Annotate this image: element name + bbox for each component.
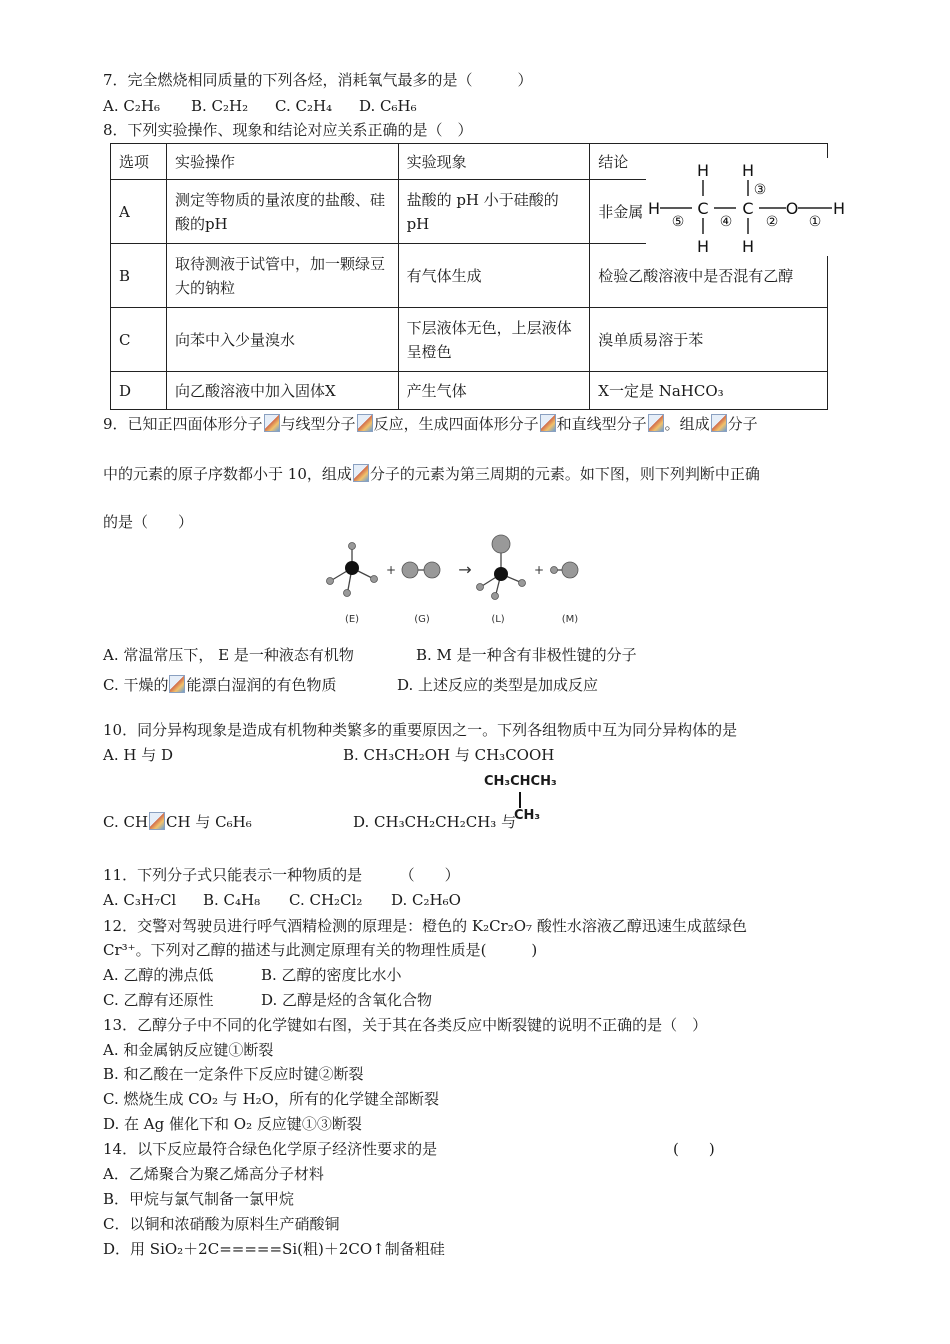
q8-row-c — [111, 308, 828, 372]
q7-option-a: A. C₂H₆ — [103, 97, 160, 115]
q8-row-d — [111, 372, 828, 410]
q8-cell: 向乙酸溶液中加入固体X — [166, 372, 398, 410]
q9-option-d: D. 上述反应的类型是加成反应 — [397, 676, 599, 694]
q13-option-c: C. 燃烧生成 CO₂ 与 H₂O，所有的化学键全部断裂 — [103, 1090, 439, 1108]
q7-options — [103, 96, 417, 116]
q9-option-b: B. M 是一种含有非极性键的分子 — [416, 646, 637, 664]
q14-option-a: A．乙烯聚合为聚乙烯高分子材料 — [103, 1165, 324, 1183]
q8-cell: 有气体生成 — [398, 244, 590, 308]
q12-option-b: B. 乙醇的密度比水小 — [261, 966, 402, 984]
q8-header-conclusion: 结论 — [590, 144, 828, 180]
q9-line-3: 的是（ ） — [103, 513, 194, 531]
q10-option-d: D. CH₃CH₂CH₂CH₃ 与 — [353, 813, 517, 831]
molecule-image-placeholder — [353, 464, 369, 482]
q10-text: CH 与 C₆H₆ — [166, 813, 252, 831]
q9-options-cd — [103, 675, 598, 695]
q8-header-option: 选项 — [111, 144, 167, 180]
molecule-image-placeholder — [357, 414, 373, 432]
q9-text: 9．已知正四面体形分子 — [103, 415, 263, 433]
ethanol-atom: H — [741, 161, 755, 180]
hydrogen-atom — [492, 593, 499, 600]
hydrogen-atom — [349, 543, 356, 550]
q10-text: C. CH — [103, 813, 149, 831]
plus-sign: + — [533, 563, 545, 577]
q12-option-a: A. 乙醇的沸点低 — [103, 966, 214, 984]
q8-stem: 8．下列实验操作、现象和结论对应关系正确的是（ ） — [103, 121, 473, 139]
q8-cell: 检验乙酸溶液中是否混有乙醇 — [590, 244, 828, 308]
q9-options-ab — [103, 645, 637, 665]
carbon-atom — [345, 561, 359, 575]
molecule-image-placeholder — [711, 414, 727, 432]
q9-line-1 — [103, 414, 758, 434]
q14-option-d: D．用 SiO₂＋2C=====Si(粗)＋2CO↑制备粗硅 — [103, 1240, 445, 1258]
hydrogen-atom — [344, 590, 351, 597]
plus-sign: + — [385, 563, 397, 577]
figure-label-e: (E) — [344, 614, 360, 625]
q8-cell: C — [111, 308, 167, 372]
ethanol-atom: H — [696, 161, 710, 180]
q7-option-d: D. C₆H₆ — [359, 97, 417, 115]
q9-text: 能漂白湿润的有色物质 — [186, 676, 337, 694]
q8-cell: 测定等物质的量浓度的盐酸、硅酸的pH — [166, 180, 398, 244]
q13-stem: 13．乙醇分子中不同的化学键如右图，关于其在各类反应中断裂键的说明不正确的是（ ） — [103, 1016, 708, 1034]
q9-text: 分子的元素为第三周期的元素。如下图，则下列判断中正确 — [369, 465, 760, 483]
q9-option-c — [103, 675, 397, 695]
structure-main-chain: CH₃CHCH₃ — [484, 774, 557, 789]
hydrogen-atom — [519, 580, 526, 587]
q11-options — [103, 890, 461, 910]
ethanol-bond-structure-figure — [646, 158, 848, 256]
q8-cell: 产生气体 — [398, 372, 590, 410]
q11-option-b: B. C₄H₈ — [203, 891, 261, 909]
bond-label: ② — [765, 214, 779, 230]
q8-cell: 取待测液于试管中，加一颗绿豆大的钠粒 — [166, 244, 398, 308]
ethanol-atom: H — [741, 237, 755, 256]
q12-line-2: Cr³⁺。下列对乙醇的描述与此测定原理有关的物理性质是( ) — [103, 941, 538, 959]
ethanol-atom: C — [742, 199, 754, 218]
q11-option-a: A. C₃H₇Cl — [103, 891, 177, 909]
q10-stem: 10．同分异构现象是造成有机物种类繁多的重要原因之一。下列各组物质中互为同分异构体的是 — [103, 721, 738, 739]
q13-option-a: A. 和金属钠反应键①断裂 — [103, 1041, 274, 1059]
q13-option-b: B. 和乙酸在一定条件下反应时键②断裂 — [103, 1065, 364, 1083]
q10-options-ab — [103, 745, 554, 765]
molecule-image-placeholder — [540, 414, 556, 432]
q11-stem: 11．下列分子式只能表示一种物质的是 （ ） — [103, 866, 460, 884]
q10-option-a: A. H 与 D — [103, 746, 174, 764]
q9-text: 与线型分子 — [280, 415, 356, 433]
q8-cell: 非金属 — [590, 180, 828, 244]
q8-cell: B — [111, 244, 167, 308]
molecule-image-placeholder — [149, 812, 165, 830]
hydrogen-atom — [551, 567, 558, 574]
q12-line-1: 12．交警对驾驶员进行呼气酒精检测的原理是：橙色的 K₂Cr₂O₇ 酸性水溶液乙醇迅速生成蓝绿色 — [103, 917, 747, 935]
molecule-image-placeholder — [264, 414, 280, 432]
q9-text: 分子 — [727, 415, 758, 433]
q9-text: 。组成 — [664, 415, 710, 433]
ethanol-atom: H — [647, 199, 661, 218]
chlorine-atom — [492, 535, 510, 553]
q12-options-ab — [103, 965, 402, 985]
q8-cell: D — [111, 372, 167, 410]
q12-option-c: C. 乙醇有还原性 — [103, 991, 214, 1009]
q8-cell: 溴单质易溶于苯 — [590, 308, 828, 372]
molecule-image-placeholder — [648, 414, 664, 432]
q14-answer-paren: ( ) — [673, 1140, 715, 1158]
q10-option-b: B. CH₃CH₂OH 与 CH₃COOH — [343, 746, 555, 764]
bond-label: ① — [808, 214, 822, 230]
q13-option-d: D. 在 Ag 催化下和 O₂ 反应键①③断裂 — [103, 1115, 362, 1133]
bond-label: ③ — [753, 182, 767, 198]
q9-text: C. 干燥的 — [103, 676, 169, 694]
q8-header-operation: 实验操作 — [166, 144, 398, 180]
q9-text: 反应，生成四面体形分子 — [373, 415, 539, 433]
bond-label: ⑤ — [671, 214, 685, 230]
q9-line-2 — [103, 464, 760, 484]
figure-label-g: (G) — [414, 614, 430, 625]
ethanol-atom: C — [697, 199, 709, 218]
hydrogen-atom — [371, 576, 378, 583]
figure-label-l: (L) — [491, 614, 505, 625]
q10-options-cd — [103, 812, 516, 832]
q9-text: 和直线型分子 — [556, 415, 647, 433]
q9-text: 中的元素的原子序数都小于 10，组成 — [103, 465, 352, 483]
chlorine-atom — [424, 562, 440, 578]
q12-options-cd — [103, 990, 432, 1010]
reaction-molecule-figure — [318, 528, 588, 628]
q10-option-c — [103, 812, 353, 832]
figure-label-m: (M) — [561, 614, 579, 625]
molecule-image-placeholder — [169, 675, 185, 693]
ethanol-atom: O — [785, 199, 799, 218]
q8-cell: 下层液体无色，上层液体呈橙色 — [398, 308, 590, 372]
q14-stem — [103, 1139, 715, 1159]
structure-bond — [519, 792, 521, 808]
structure-branch: CH₃ — [514, 808, 541, 823]
hydrogen-atom — [327, 578, 334, 585]
chlorine-atom — [562, 562, 578, 578]
q12-option-d: D. 乙醇是烃的含氧化合物 — [261, 991, 433, 1009]
q14-option-c: C．以铜和浓硝酸为原料生产硝酸铜 — [103, 1215, 340, 1233]
q8-cell: X一定是 NaHCO₃ — [590, 372, 828, 410]
q14-option-b: B．甲烷与氯气制备一氯甲烷 — [103, 1190, 295, 1208]
q14-stem-text: 14．以下反应最符合绿色化学原子经济性要求的是 — [103, 1140, 438, 1158]
ethanol-atom: H — [696, 237, 710, 256]
hydrogen-atom — [477, 584, 484, 591]
ethanol-atom: H — [832, 199, 846, 218]
bond-label: ④ — [719, 214, 733, 230]
carbon-atom — [494, 567, 508, 581]
chlorine-atom — [402, 562, 418, 578]
q8-header-phenomenon: 实验现象 — [398, 144, 590, 180]
reaction-arrow: → — [458, 560, 472, 579]
q9-option-a: A. 常温常压下， E 是一种液态有机物 — [103, 646, 354, 664]
q7-option-c: C. C₂H₄ — [275, 97, 333, 115]
q8-cell: A — [111, 180, 167, 244]
q11-option-c: C. CH₂Cl₂ — [289, 891, 363, 909]
q7-option-b: B. C₂H₂ — [191, 97, 249, 115]
q7-stem: 7．完全燃烧相同质量的下列各烃，消耗氧气最多的是（ ） — [103, 71, 533, 89]
q11-option-d: D. C₂H₆O — [391, 891, 461, 909]
q8-cell: 向苯中入少量溴水 — [166, 308, 398, 372]
q8-cell: 盐酸的 pH 小于硅酸的 pH — [398, 180, 590, 244]
